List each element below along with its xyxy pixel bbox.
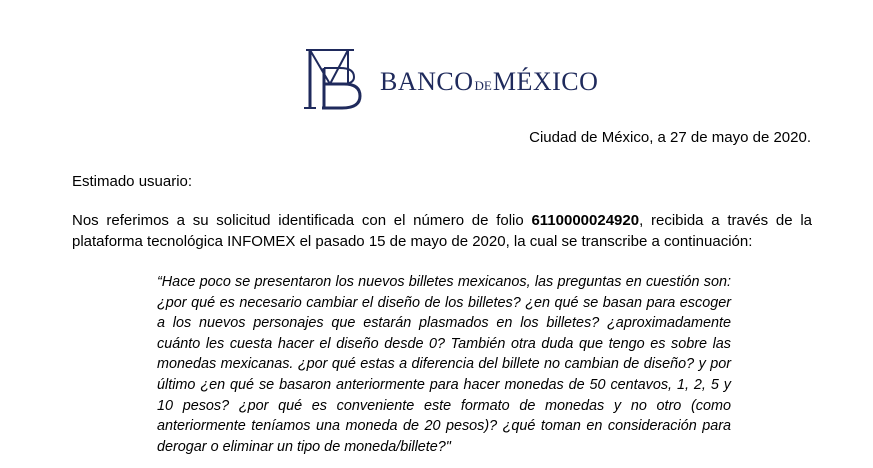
intro-text-2: , recibida a través de la plataforma tecnológica INFOMEX el pasado 15 de mayo de 2020, la cual se transcribe a continuación: xyxy=(72,212,812,250)
date-line: Ciudad de México, a 27 de mayo de 2020. xyxy=(529,129,811,146)
intro-text-1: Nos referimos a su solicitud identificada con el número de folio xyxy=(72,212,532,229)
bank-name-part-1: BANCO xyxy=(380,67,474,96)
bank-name xyxy=(380,67,598,97)
bank-name-part-2: DE xyxy=(474,78,492,93)
bank-name-part-3: MÉXICO xyxy=(492,67,599,96)
folio-number: 6110000024920 xyxy=(531,212,640,229)
letterhead xyxy=(300,44,598,114)
request-quote: “Hace poco se presentaron los nuevos billetes mexicanos, las preguntas en cuestión son: ¿por qué es necesario cambiar el diseño de los billetes? ¿en qué se basan para escoger a los nuevos personajes que estarán plasmados en los billetes? ¿aproximadamente cuánto les cuesta hacer el diseño desde 0? También otra duda que tengo es sobre las monedas mexicanas. ¿por qué estas a diferencia del billete no cambian de diseño? y por último ¿en qué se basaron anteriormente para hacer monedas de 50 centavos, 1, 2, 5 y 10 pesos? ¿por qué es conveniente este formato de monedas y no otro (como anteriormente teníamos una moneda de 20 pesos)? ¿qué toman en consideración para derogar o eliminar un tipo de moneda/billete?" xyxy=(157,274,731,455)
banco-de-mexico-logo-icon xyxy=(300,44,366,114)
intro-paragraph xyxy=(72,210,812,252)
salutation: Estimado usuario: xyxy=(72,173,193,190)
